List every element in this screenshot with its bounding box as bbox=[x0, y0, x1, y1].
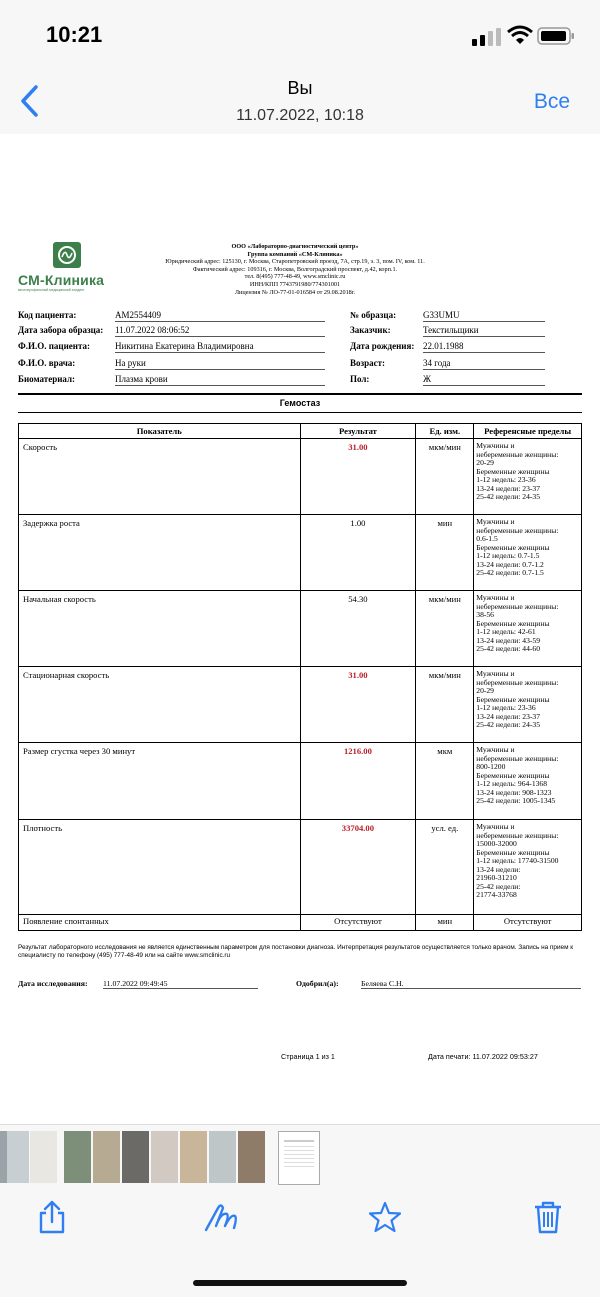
ref-line: Мужчины и bbox=[476, 823, 515, 831]
org-line: Группа компаний «СМ-Клиника» bbox=[247, 250, 343, 258]
table-row bbox=[19, 591, 582, 667]
ref-line: 13-24 недели: 43-59 bbox=[476, 636, 541, 645]
ref-line: небеременные женщины: bbox=[476, 450, 559, 459]
study-date-label: Дата исследования: bbox=[18, 979, 88, 988]
clinic-logo bbox=[18, 242, 118, 292]
row-result: Отсутствуют bbox=[300, 915, 416, 931]
row-name: Скорость bbox=[19, 439, 301, 515]
row-result: 31.00 bbox=[300, 667, 416, 743]
org-line: Лицензия № ЛО-77-01-016584 от 29.08.2018г. bbox=[234, 288, 356, 296]
ref-line: 25-42 недели: 24-35 bbox=[476, 493, 541, 501]
logo-tagline: многопрофильный медицинский холдинг bbox=[18, 288, 85, 292]
ref-line: небеременные женщины: bbox=[476, 526, 559, 535]
birth-date: 22.01.1988 bbox=[423, 341, 545, 353]
study-date: 11.07.2022 09:49:45 bbox=[103, 979, 258, 989]
customer-label: Заказчик: bbox=[350, 325, 391, 335]
trash-icon[interactable] bbox=[531, 1200, 565, 1234]
table-row bbox=[19, 515, 582, 591]
doctor-label: Ф.И.О. врача: bbox=[18, 358, 76, 368]
thumbnail[interactable] bbox=[238, 1131, 265, 1183]
ref-line: Беременные женщины bbox=[476, 695, 550, 704]
ref-line: 13-24 недели: 908-1323 bbox=[476, 788, 552, 797]
row-reference bbox=[474, 439, 582, 515]
ref-line: 800-1200 bbox=[476, 763, 506, 771]
org-line: ИНН/КПП 7743791980/774301001 bbox=[249, 280, 341, 288]
ref-line: Беременные женщины bbox=[476, 543, 550, 552]
doctor: На руки bbox=[115, 358, 325, 370]
ref-line: Мужчины и bbox=[476, 670, 515, 678]
favorite-star-icon[interactable] bbox=[368, 1200, 402, 1234]
nav-title: Вы bbox=[287, 78, 313, 98]
row-reference bbox=[474, 743, 582, 820]
col-header: Референсные пределы bbox=[474, 424, 582, 439]
organization-header bbox=[120, 243, 470, 296]
ref-line: 21774-33768 bbox=[476, 891, 517, 899]
table-row bbox=[19, 743, 582, 820]
ref-line: Беременные женщины bbox=[476, 619, 550, 628]
row-name: Плотность bbox=[19, 820, 301, 915]
battery-icon bbox=[537, 27, 575, 45]
ref-line: 20-29 bbox=[476, 687, 494, 695]
patient-code: АМ2554409 bbox=[115, 310, 325, 322]
row-result: 1216.00 bbox=[300, 743, 416, 820]
row-unit: мкм bbox=[416, 743, 474, 820]
ref-line: Беременные женщины bbox=[476, 771, 550, 780]
thumbnail[interactable] bbox=[209, 1131, 236, 1183]
org-line: ООО «Лабораторно-диагностический центр» bbox=[231, 243, 359, 250]
sample-number: G33UMU bbox=[423, 310, 545, 322]
collection-date: 11.07.2022 08:06:52 bbox=[115, 325, 325, 337]
row-name: Задержка роста bbox=[19, 515, 301, 591]
all-photos-button[interactable]: Все bbox=[533, 90, 570, 113]
approved-label: Одобрил(а): bbox=[296, 979, 339, 988]
customer: Текстильщики bbox=[423, 325, 545, 337]
row-name: Размер сгустка через 30 минут bbox=[19, 743, 301, 820]
section-title: Гемостаз bbox=[279, 398, 321, 408]
status-time: 10:21 bbox=[46, 22, 103, 47]
row-unit: усл. ед. bbox=[416, 820, 474, 915]
thumbnail-selected[interactable] bbox=[278, 1131, 320, 1185]
ref-line: небеременные женщины: bbox=[476, 602, 559, 611]
col-header: Результат bbox=[300, 424, 416, 439]
row-unit: мкм/мин bbox=[416, 591, 474, 667]
table-row bbox=[19, 820, 582, 915]
sample-label: № образца: bbox=[350, 310, 397, 320]
age: 34 года bbox=[423, 358, 545, 370]
print-date: Дата печати: 11.07.2022 09:53:27 bbox=[428, 1052, 538, 1061]
share-icon[interactable] bbox=[35, 1200, 69, 1234]
page-number: Страница 1 из 1 bbox=[281, 1052, 335, 1061]
ref-line: 1-12 недель: 23-36 bbox=[476, 704, 536, 712]
row-name: Появление спонтанных bbox=[19, 915, 301, 931]
col-header: Показатель bbox=[19, 424, 301, 439]
biomaterial: Плазма крови bbox=[115, 374, 325, 386]
cellular-signal-icon bbox=[472, 28, 502, 46]
row-reference bbox=[474, 515, 582, 591]
ref-line: 1-12 недель: 964-1368 bbox=[476, 780, 548, 788]
ref-line: небеременные женщины: bbox=[476, 754, 559, 763]
nav-subtitle: 11.07.2022, 10:18 bbox=[236, 107, 364, 124]
home-indicator[interactable] bbox=[193, 1280, 407, 1286]
ref-line: 1-12 недель: 17740-31500 bbox=[476, 857, 559, 865]
status-bar bbox=[0, 0, 600, 70]
org-line: тел. 8(495) 777-48-49, www.smclinic.ru bbox=[244, 273, 346, 281]
sex: Ж bbox=[423, 374, 545, 386]
ref-line: 25-42 недели: 0.7-1.5 bbox=[476, 569, 544, 577]
row-reference bbox=[474, 667, 582, 743]
divider bbox=[18, 412, 582, 413]
disclaimer-note: Результат лабораторного исследования не является единственным параметром для постановки диагноза. Интерпретация результатов осуществляется только врачом. Запись на прием к специалисту по телефону (495) 777-48-49 или на сайте www.smclinic.ru bbox=[18, 944, 574, 959]
row-name: Стационарная скорость bbox=[19, 667, 301, 743]
thumbnail[interactable] bbox=[180, 1131, 207, 1183]
ref-line: 25-42 недели: bbox=[476, 882, 521, 891]
row-unit: мкм/мин bbox=[416, 439, 474, 515]
ref-line: 1-12 недель: 42-61 bbox=[476, 628, 536, 636]
row-reference: Отсутствуют bbox=[474, 915, 582, 931]
ref-line: 0.6-1.5 bbox=[476, 535, 498, 543]
date-label: Дата забора образца: bbox=[18, 325, 104, 335]
thumbnail[interactable] bbox=[64, 1131, 91, 1183]
approved-by: Беляева С.Н. bbox=[361, 979, 581, 989]
logo-name: СМ-Клиника bbox=[18, 272, 105, 288]
table-row bbox=[19, 915, 582, 931]
ref-line: 13-24 недели: 23-37 bbox=[476, 712, 541, 721]
navigation-bar bbox=[0, 70, 600, 135]
ref-line: 25-42 недели: 44-60 bbox=[476, 645, 541, 653]
col-header: Ед. изм. bbox=[416, 424, 474, 439]
sex-label: Пол: bbox=[350, 374, 370, 384]
ref-line: Мужчины и bbox=[476, 746, 515, 754]
row-name: Начальная скорость bbox=[19, 591, 301, 667]
org-line: Фактический адрес: 109316, г. Москва, Волгоградский проспект, д.42, корп.1. bbox=[192, 265, 398, 273]
ref-line: Мужчины и bbox=[476, 442, 515, 450]
ref-line: 20-29 bbox=[476, 459, 494, 467]
bottom-toolbar bbox=[0, 1188, 600, 1297]
row-result: 1.00 bbox=[300, 515, 416, 591]
ref-line: 13-24 недели: 0.7-1.2 bbox=[476, 560, 544, 569]
results-table bbox=[18, 423, 582, 931]
ref-line: 25-42 недели: 1005-1345 bbox=[476, 797, 556, 805]
org-line: Юридический адрес: 125130, г. Москва, Старопетровский проезд, 7А, стр.19, э. 3, пом. IV, ком. 11. bbox=[165, 258, 425, 266]
thumbnail[interactable] bbox=[7, 1131, 29, 1183]
thumbnail[interactable] bbox=[30, 1131, 57, 1183]
patient-name: Никитина Екатерина Владимировна bbox=[115, 341, 325, 353]
row-result: 54.30 bbox=[300, 591, 416, 667]
table-row bbox=[19, 667, 582, 743]
ref-line: 15000-32000 bbox=[476, 840, 517, 848]
table-header-row bbox=[19, 424, 582, 439]
logo-mark-icon bbox=[53, 242, 81, 268]
patient-code-label: Код пациента: bbox=[18, 310, 77, 320]
row-reference bbox=[474, 591, 582, 667]
row-unit: мин bbox=[416, 515, 474, 591]
row-result: 31.00 bbox=[300, 439, 416, 515]
age-label: Возраст: bbox=[350, 358, 386, 368]
thumbnail[interactable] bbox=[151, 1131, 178, 1183]
birth-label: Дата рождения: bbox=[350, 341, 415, 351]
ref-line: Беременные женщины bbox=[476, 467, 550, 476]
row-reference bbox=[474, 820, 582, 915]
patient-name-label: Ф.И.О. пациента: bbox=[18, 341, 90, 351]
row-result: 33704.00 bbox=[300, 820, 416, 915]
row-unit: мкм/мин bbox=[416, 667, 474, 743]
ref-line: небеременные женщины: bbox=[476, 678, 559, 687]
ref-line: 21960-31210 bbox=[476, 874, 517, 882]
row-unit: мин bbox=[416, 915, 474, 931]
ref-line: 38-56 bbox=[476, 611, 494, 619]
ref-line: Мужчины и bbox=[476, 594, 515, 602]
thumbnail[interactable] bbox=[93, 1131, 120, 1183]
divider bbox=[18, 393, 582, 395]
ref-line: 1-12 недель: 0.7-1.5 bbox=[476, 552, 540, 560]
ref-line: 1-12 недель: 23-36 bbox=[476, 476, 536, 484]
wifi-icon bbox=[507, 25, 533, 45]
document-image bbox=[0, 134, 600, 1124]
thumbnail-strip[interactable] bbox=[0, 1124, 600, 1189]
ref-line: 13-24 недели: bbox=[476, 865, 521, 874]
ref-line: небеременные женщины: bbox=[476, 831, 559, 840]
biomaterial-label: Биоматериал: bbox=[18, 374, 76, 384]
markup-icon[interactable] bbox=[203, 1200, 241, 1234]
ref-line: Мужчины и bbox=[476, 518, 515, 526]
ref-line: 25-42 недели: 24-35 bbox=[476, 721, 541, 729]
ref-line: Беременные женщины bbox=[476, 848, 550, 857]
thumbnail[interactable] bbox=[122, 1131, 149, 1183]
ref-line: 13-24 недели: 23-37 bbox=[476, 484, 541, 493]
table-row bbox=[19, 439, 582, 515]
